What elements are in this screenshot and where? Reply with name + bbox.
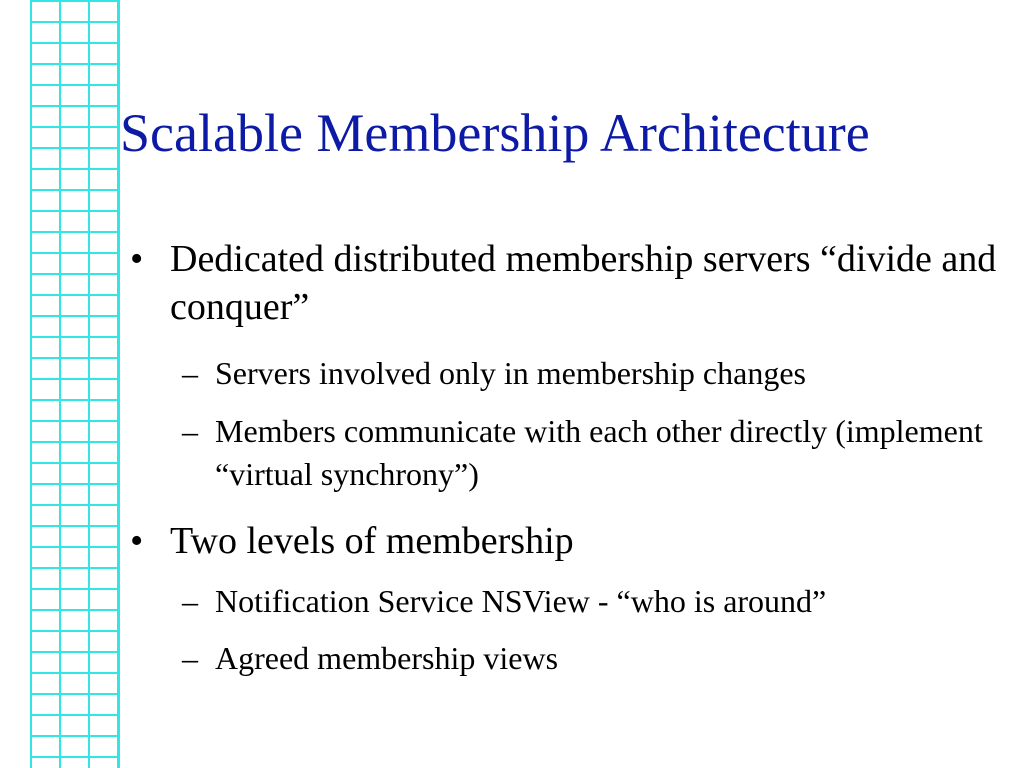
dash-icon: –	[182, 355, 198, 391]
sub-bullet-text: Members communicate with each other directly (implement “virtual synchrony”)	[215, 413, 983, 492]
bullet-icon: •	[130, 238, 144, 280]
sub-bullet-text: Notification Service NSView - “who is around”	[215, 583, 827, 619]
dash-icon: –	[182, 583, 198, 619]
bullet-text: Two levels of membership	[170, 520, 574, 562]
sub-bullet-text: Agreed membership views	[215, 640, 559, 676]
dash-icon: –	[182, 413, 198, 449]
sub-bullet-text: Servers involved only in membership changes	[215, 355, 806, 391]
slide-title: Scalable Membership Architecture	[120, 103, 870, 163]
bullet-text: Dedicated distributed membership servers “divide and conquer”	[170, 238, 997, 328]
dash-icon: –	[182, 640, 198, 676]
bullet-icon: •	[130, 520, 144, 562]
